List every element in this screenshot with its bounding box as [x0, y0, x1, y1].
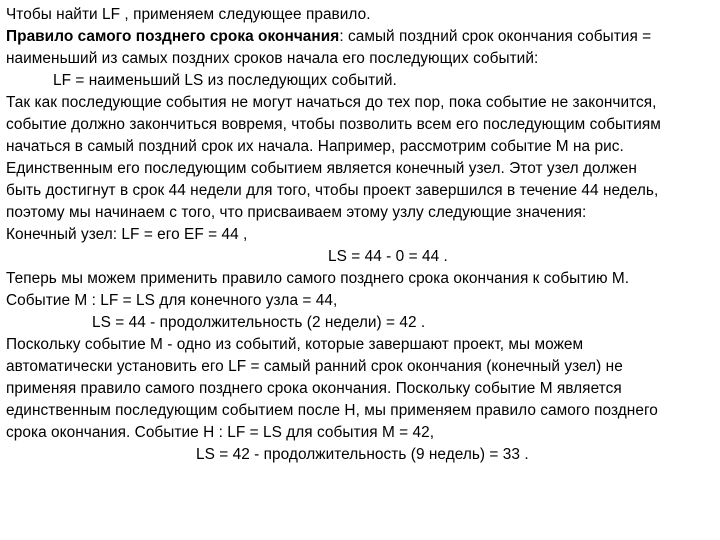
end-node-ls-formula: LS = 44 - 0 = 44 .: [328, 248, 448, 265]
text-line: Поскольку событие М - одно из событий, которые завершают проект, мы можем: [6, 336, 584, 353]
rule-definition-start: : самый поздний срок окончания события =: [339, 28, 652, 45]
text-line: Единственным его последующим событием является конечный узел. Этот узел должен: [6, 160, 637, 177]
rule-definition-line: [6, 26, 714, 48]
event-m-lf: Событие М : LF = LS для конечного узла = 44,: [6, 292, 338, 309]
text-line: Так как последующие события не могут начаться до тех пор, пока событие не закончится,: [6, 94, 657, 111]
text-line: событие должно закончиться вовремя, чтобы позволить всем его последующим событиям: [6, 116, 661, 133]
text-line: единственным последующим событием после Н, мы применяем правило самого позднего: [6, 402, 658, 419]
end-node-lf: Конечный узел: LF = его EF = 44 ,: [6, 226, 248, 243]
event-h-ls-formula: LS = 42 - продолжительность (9 недель) = 33 .: [196, 446, 529, 463]
rule-title: Правило самого позднего срока окончания: [6, 28, 340, 45]
text-line: поэтому мы начинаем с того, что присваиваем этому узлу следующие значения:: [6, 204, 587, 221]
text-line: применяя правило самого позднего срока окончания. Поскольку событие М является: [6, 380, 622, 397]
rule-definition-continued: наименьший из самых поздних сроков начала его последующих событий:: [6, 50, 539, 67]
text-line: Теперь мы можем применить правило самого позднего срока окончания к событию М.: [6, 270, 630, 287]
document-text: [6, 4, 714, 466]
event-m-ls-formula: LS = 44 - продолжительность (2 недели) = 42 .: [92, 314, 426, 331]
text-line: быть достигнут в срок 44 недели для того, чтобы проект завершился в течение 44 недель,: [6, 182, 659, 199]
event-h-lf: срока окончания. Событие Н : LF = LS для события М = 42,: [6, 424, 435, 441]
lf-formula: LF = наименьший LS из последующих событий.: [53, 72, 397, 89]
text-line: начаться в самый поздний срок их начала. Например, рассмотрим событие М на рис.: [6, 138, 624, 155]
text-line-intro: Чтобы найти LF , применяем следующее правило.: [6, 6, 371, 23]
text-line: автоматически установить его LF = самый ранний срок окончания (конечный узел) не: [6, 358, 623, 375]
